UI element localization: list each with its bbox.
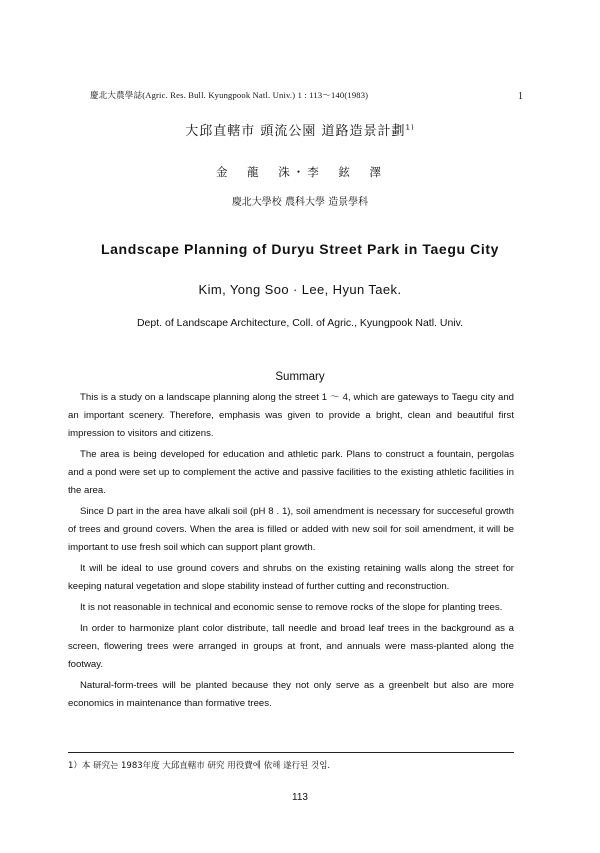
english-affiliation: Dept. of Landscape Architecture, Coll. of Agric., Kyungpook Natl. Univ. — [136, 317, 464, 329]
korean-authors: 金 龍 洙・李 鉉 澤 — [215, 165, 385, 179]
summary-heading: Summary — [275, 371, 325, 383]
summary-paragraph: Natural-form-trees will be planted because they not only serve as a greenbelt but also are more economics in maintenance than formative trees. — [68, 680, 514, 709]
footnote: 1）本 研究는 1983年度 大邱直轄市 研究 用役費에 依해 遂行된 것임. — [68, 761, 331, 771]
summary-paragraph: Since D part in the area have alkali soil (pH 8 . 1), soil amendment is necessary for succeseful growth of trees and ground covers. When the area is filled or added with new soil for soil amendment, it will be important to use fresh soil which can support plant growth. — [68, 506, 514, 553]
korean-title-text: 大邱直轄市 頭流公園 道路造景計劃 — [185, 124, 406, 139]
english-title: Landscape Planning of Duryu Street Park in Taegu City — [101, 241, 499, 257]
korean-title-footnote-mark: 1) — [405, 123, 415, 132]
summary-body — [68, 389, 514, 716]
korean-affiliation: 慶北大學校 農科大學 造景學科 — [231, 197, 369, 208]
summary-paragraph: In order to harmonize plant color distribute, tall needle and broad leaf trees in the background as a screen, flowering trees were arranged in groups at front, and annuals were mass-planted along the footway. — [68, 623, 514, 670]
english-authors: Kim, Yong Soo · Lee, Hyun Taek. — [198, 282, 402, 297]
summary-paragraph: It is not reasonable in technical and economic sense to remove rocks of the slope for planting trees. — [80, 602, 503, 613]
corner-page-number: 1 — [518, 91, 523, 102]
footnote-divider — [68, 752, 514, 753]
journal-citation-header: 慶北大農學誌(Agric. Res. Bull. Kyungpook Natl. Univ.) 1 : 113～140(1983) — [90, 90, 369, 100]
korean-title — [0, 120, 600, 139]
page-number: 113 — [292, 792, 308, 803]
summary-paragraph: This is a study on a landscape planning along the street 1 ～ 4, which are gateways to Taegu city and an important scenery. Therefore, emphasis was given to provide a bright, clean and beautiful first impression to visitors and citizens. — [68, 392, 514, 439]
summary-paragraph: The area is being developed for education and athletic park. Plans to construct a fountain, pergolas and a pond were set up to complement the active and passive facilities to the existing athletic facilities in the area. — [68, 449, 514, 496]
summary-paragraph: It will be ideal to use ground covers and shrubs on the existing retaining walls along the street for keeping natural vegetation and slope stability instead of further cutting and reconstruction. — [68, 563, 514, 592]
